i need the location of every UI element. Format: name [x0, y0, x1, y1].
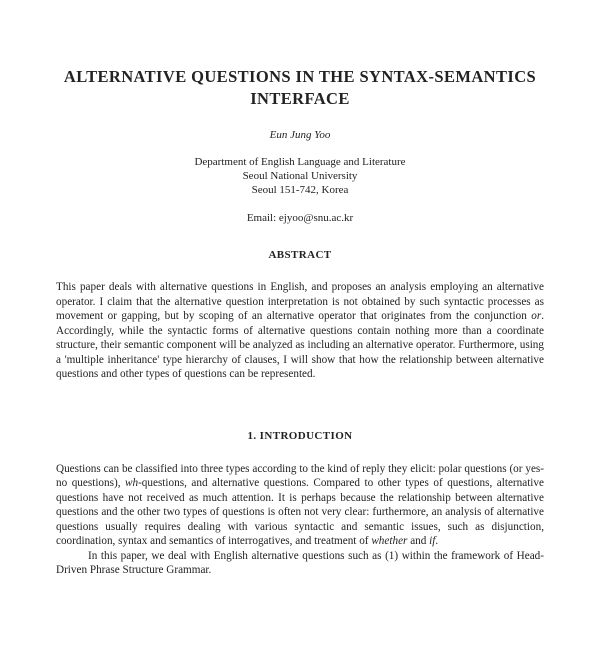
intro-if-term: if — [429, 535, 436, 547]
author-name: Eun Jung Yoo — [269, 129, 331, 141]
abstract-heading: ABSTRACT — [268, 249, 332, 261]
introduction-paragraph-1 — [56, 462, 544, 549]
abstract-conjunction-term: or — [531, 310, 542, 322]
paper-title — [56, 66, 544, 110]
affiliation-university: Seoul National University — [242, 170, 358, 182]
abstract-text-part-1: This paper deals with alternative questions in English, and proposes an analysis employing an alternative operator. I claim that the alternative question interpretation is not obtained by such syntactic processes as movement or gapping, but by scoping of an alternative operator that originates from the conjunction — [56, 281, 544, 322]
intro-p1-text-part-1: Questions can be classified into three types according to the kind of reply they elicit: polar questions (or yes-no questions), — [56, 462, 544, 489]
author-affiliation — [56, 155, 544, 197]
intro-p1-and: and — [407, 535, 430, 547]
paper-title-line-1: ALTERNATIVE QUESTIONS IN THE SYNTAX-SEMANTICS — [63, 67, 537, 86]
author-email: Email: ejyoo@snu.ac.kr — [246, 212, 354, 224]
intro-p1-text-part-2: -questions, and alternative questions. Compared to other types of questions, alternative questions have not received as much attention. It is perhaps because the relationship between alternative questions and the other two types of questions is often not very clear: furthermore, an analysis of alternative questions usually requires dealing with various syntactic and semantic issues, such as disjunction, coordination, syntax and semantics of interrogatives, and treatment of — [56, 477, 544, 547]
intro-whether-term: whether — [371, 535, 408, 547]
intro-p1-end: . — [435, 535, 439, 547]
affiliation-department: Department of English Language and Literature — [194, 156, 406, 168]
affiliation-city: Seoul 151-742, Korea — [251, 184, 349, 196]
introduction-body — [56, 462, 544, 578]
introduction-heading: 1. INTRODUCTION — [247, 429, 353, 442]
paper-title-line-2: INTERFACE — [250, 89, 350, 108]
abstract-paragraph — [56, 280, 544, 382]
intro-wh-term: wh — [125, 477, 139, 489]
paper-page — [0, 66, 600, 666]
introduction-paragraph-2: In this paper, we deal with English alternative questions such as (1) within the framework of Head-Driven Phrase Structure Grammar. — [56, 549, 544, 576]
abstract-text-part-2: . Accordingly, while the syntactic forms of alternative questions contain nothing more than a coordinate structure, their semantic component will be analyzed as including an alternative operator. Furthermore, using a 'multiple inheritance' type hierarchy of clauses, I will show that how the relationship between alternative questions and other types of questions can be represented. — [56, 310, 544, 380]
